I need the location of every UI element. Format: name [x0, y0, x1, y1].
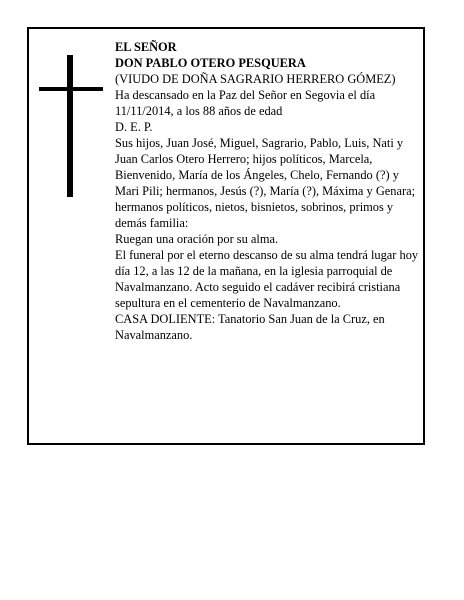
obituary-text — [115, 39, 421, 343]
cross-horizontal-bar — [39, 87, 103, 91]
death-announcement: Ha descansado en la Paz del Señor en Segovia el día 11/11/2014, a los 88 años de edad — [115, 88, 376, 118]
dep-line: D. E. P. — [115, 120, 153, 134]
obituary-notice — [27, 27, 425, 445]
widower-line: (VIUDO DE DOÑA SAGRARIO HERRERO GÓMEZ) — [115, 72, 396, 86]
funeral-details: El funeral por el eterno descanso de su alma tendrá lugar hoy día 12, a las 12 de la mañana, en la iglesia parroquial de Navalmanzano. Acto seguido el cadáver recibirá cristiana sepultura en el cementerio de Navalmanzano. — [115, 248, 419, 310]
title-line-1: EL SEÑOR — [115, 40, 177, 54]
cross-icon — [39, 55, 103, 197]
cross-vertical-bar — [67, 55, 73, 197]
casa-doliente: CASA DOLIENTE: Tanatorio San Juan de la Cruz, en Navalmanzano. — [115, 312, 385, 342]
family-list: Sus hijos, Juan José, Miguel, Sagrario, Pablo, Luis, Nati y Juan Carlos Otero Herrero; hijos políticos, Marcela, Bienvenido, María de los Ángeles, Chelo, Fernando (?) y Mari Pili; hermanos, Jesús (?), María (?), Máxima y Genara; hermanos políticos, nietos, bisnietos, sobrinos, primos y demás familia: — [115, 136, 416, 230]
prayer-request: Ruegan una oración por su alma. — [115, 232, 279, 246]
deceased-name: DON PABLO OTERO PESQUERA — [115, 56, 306, 70]
